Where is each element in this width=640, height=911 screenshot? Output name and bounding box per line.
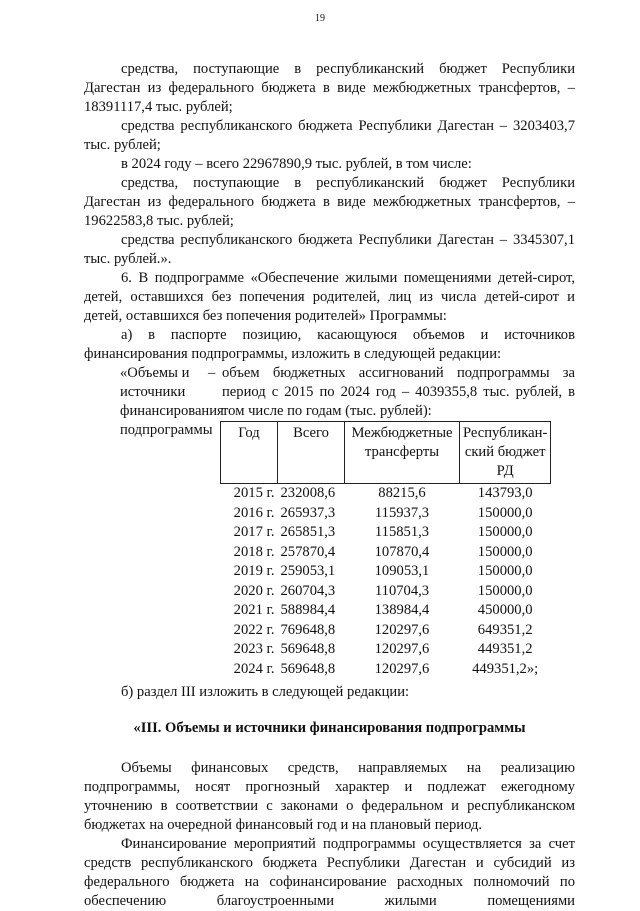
passport-dash: –	[208, 365, 216, 381]
cell-total: 260704,3	[280, 582, 336, 599]
paragraph-republic-budget-2023: средства республиканского бюджета Республики Дагестан – 3203403,7 тыс. рублей;	[84, 118, 575, 153]
paragraph-total-2024: в 2024 году – всего 22967890,9 тыс. рублей, в том числе:	[121, 156, 472, 172]
paragraph-republic-budget-2024: средства республиканского бюджета Республики Дагестан – 3345307,1 тыс. рублей.».	[84, 232, 575, 267]
cell-total: 569648,8	[280, 660, 336, 677]
cell-transfers: 109053,1	[374, 563, 430, 580]
cell-republic-budget: 449351,2	[477, 641, 533, 658]
financing-table	[220, 421, 551, 679]
table-row	[221, 562, 551, 582]
cell-republic-budget: 150000,0	[477, 563, 533, 580]
cell-year: 2015 г.	[233, 485, 275, 502]
table-row	[221, 621, 551, 641]
cell-republic-budget: 649351,2	[477, 621, 533, 638]
table-row	[221, 523, 551, 543]
cell-transfers: 120297,6	[374, 660, 430, 677]
cell-year: 2024 г.	[233, 660, 275, 677]
cell-transfers: 107870,4	[374, 543, 430, 560]
cell-republic-budget: 143793,0	[477, 485, 533, 502]
cell-year: 2017 г.	[233, 524, 275, 541]
document-body	[84, 60, 575, 911]
header-total: Всего	[278, 422, 345, 484]
paragraph-item-b: б) раздел III изложить в следующей редакции:	[121, 684, 410, 700]
cell-republic-budget: 150000,0	[477, 504, 533, 521]
cell-year: 2023 г.	[233, 641, 275, 658]
cell-transfers: 115851,3	[374, 524, 430, 541]
paragraph-volumes: Объемы финансовых средств, направляемых на реализацию подпрограммы, носят прогнозный характер и подлежат ежегодному уточнению в соответствии с законами о федеральном и республиканском бюджетах на очередной финансовый год и на плановый период.	[84, 760, 575, 833]
passport-label: «Объемы и источники финансирования подпрограммы	[120, 365, 224, 438]
cell-total: 569648,8	[280, 641, 336, 658]
table-body	[221, 484, 551, 680]
cell-republic-budget: 150000,0	[477, 582, 533, 599]
cell-total: 232008,6	[280, 485, 336, 502]
cell-total: 265851,3	[280, 524, 336, 541]
cell-transfers: 115937,3	[374, 504, 430, 521]
cell-year: 2016 г.	[233, 504, 275, 521]
cell-transfers: 120297,6	[374, 641, 430, 658]
cell-total: 265937,3	[280, 504, 336, 521]
header-year: Год	[221, 422, 278, 484]
paragraph-federal-transfers-2024: средства, поступающие в республиканский бюджет Республики Дагестан из федерального бюджета в виде межбюджетных трансфертов, – 19622583,8 тыс. рублей;	[84, 175, 575, 229]
cell-transfers: 138984,4	[374, 602, 430, 619]
cell-year: 2020 г.	[233, 582, 275, 599]
cell-year: 2021 г.	[233, 602, 275, 619]
cell-republic-budget: 150000,0	[477, 524, 533, 541]
cell-transfers: 88215,6	[378, 485, 426, 502]
cell-total: 769648,8	[280, 621, 336, 638]
cell-year: 2018 г.	[233, 543, 275, 560]
paragraph-financing: Финансирование мероприятий подпрограммы осуществляется за счет средств республиканского бюджета Республики Дагестан и субсидий из федерального бюджета на софинансирование расходных полномочий по обеспечению благоустроенными жилыми помещениями	[84, 836, 575, 909]
paragraph-item-6: 6. В подпрограмме «Обеспечение жилыми помещениями детей-сирот, детей, оставшихся без попечения родителей, лиц из числа детей-сирот и детей, оставшихся без попечения родителей» Программы:	[84, 270, 575, 324]
section-title: «III. Объемы и источники финансирования подпрограммы	[133, 720, 526, 736]
cell-republic-budget: 449351,2»;	[472, 660, 539, 677]
page-number: 19	[315, 13, 325, 24]
table-header-row	[221, 422, 551, 484]
cell-republic-budget: 450000,0	[477, 602, 533, 619]
table-row	[221, 601, 551, 621]
passport-value	[208, 364, 575, 679]
header-transfers: Межбюджетные трансферты	[345, 422, 460, 484]
cell-transfers: 110704,3	[374, 582, 430, 599]
passport-intro-row	[208, 364, 575, 421]
cell-year: 2022 г.	[233, 621, 275, 638]
cell-total: 588984,4	[280, 602, 336, 619]
table-row	[221, 660, 551, 680]
table-row	[221, 543, 551, 563]
table-row	[221, 582, 551, 602]
cell-transfers: 120297,6	[374, 621, 430, 638]
cell-year: 2019 г.	[233, 563, 275, 580]
passport-intro: объем бюджетных ассигнований подпрограммы за период с 2015 по 2024 год – 4039355,8 тыс. рублей, в том числе по годам (тыс. рублей):	[222, 365, 575, 419]
cell-total: 259053,1	[280, 563, 336, 580]
table-row	[221, 640, 551, 660]
paragraph-item-a: а) в паспорте позицию, касающуюся объемов и источников финансирования подпрограммы, изложить в следующей редакции:	[84, 327, 575, 362]
header-republic-budget: Республикан-ский бюджет РД	[460, 422, 551, 484]
paragraph-federal-transfers-2023: средства, поступающие в республиканский бюджет Республики Дагестан из федерального бюджета в виде межбюджетных трансфертов, – 18391117,4 тыс. рублей;	[84, 61, 575, 115]
cell-republic-budget: 150000,0	[477, 543, 533, 560]
table-row	[221, 484, 551, 504]
cell-total: 257870,4	[280, 543, 336, 560]
table-row	[221, 504, 551, 524]
passport-position	[84, 364, 575, 679]
